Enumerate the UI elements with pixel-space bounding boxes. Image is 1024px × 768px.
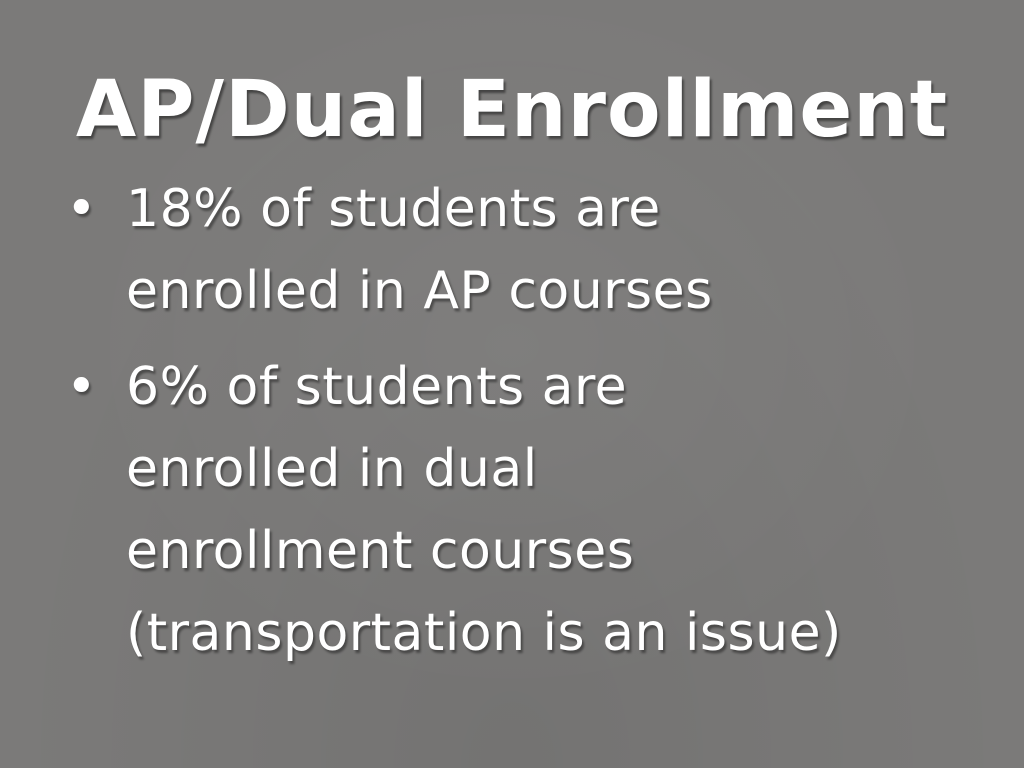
bullet-text-line: enrolled in dual [126,439,538,499]
bullet-item [0,346,1024,674]
bullet-point-icon: • [66,179,98,239]
bullet-text-line: enrollment courses [126,521,635,581]
bullet-item [0,168,1024,332]
slide-title: AP/Dual Enrollment [75,65,949,155]
bullet-text-line: 6% of students are [126,357,628,417]
bullet-text-line: (transportation is an issue) [126,603,842,663]
bullet-point-icon: • [66,357,98,417]
bullet-text-line: 18% of students are [126,179,661,239]
bullet-list [0,168,1024,688]
bullet-text-line: enrolled in AP courses [126,261,713,321]
